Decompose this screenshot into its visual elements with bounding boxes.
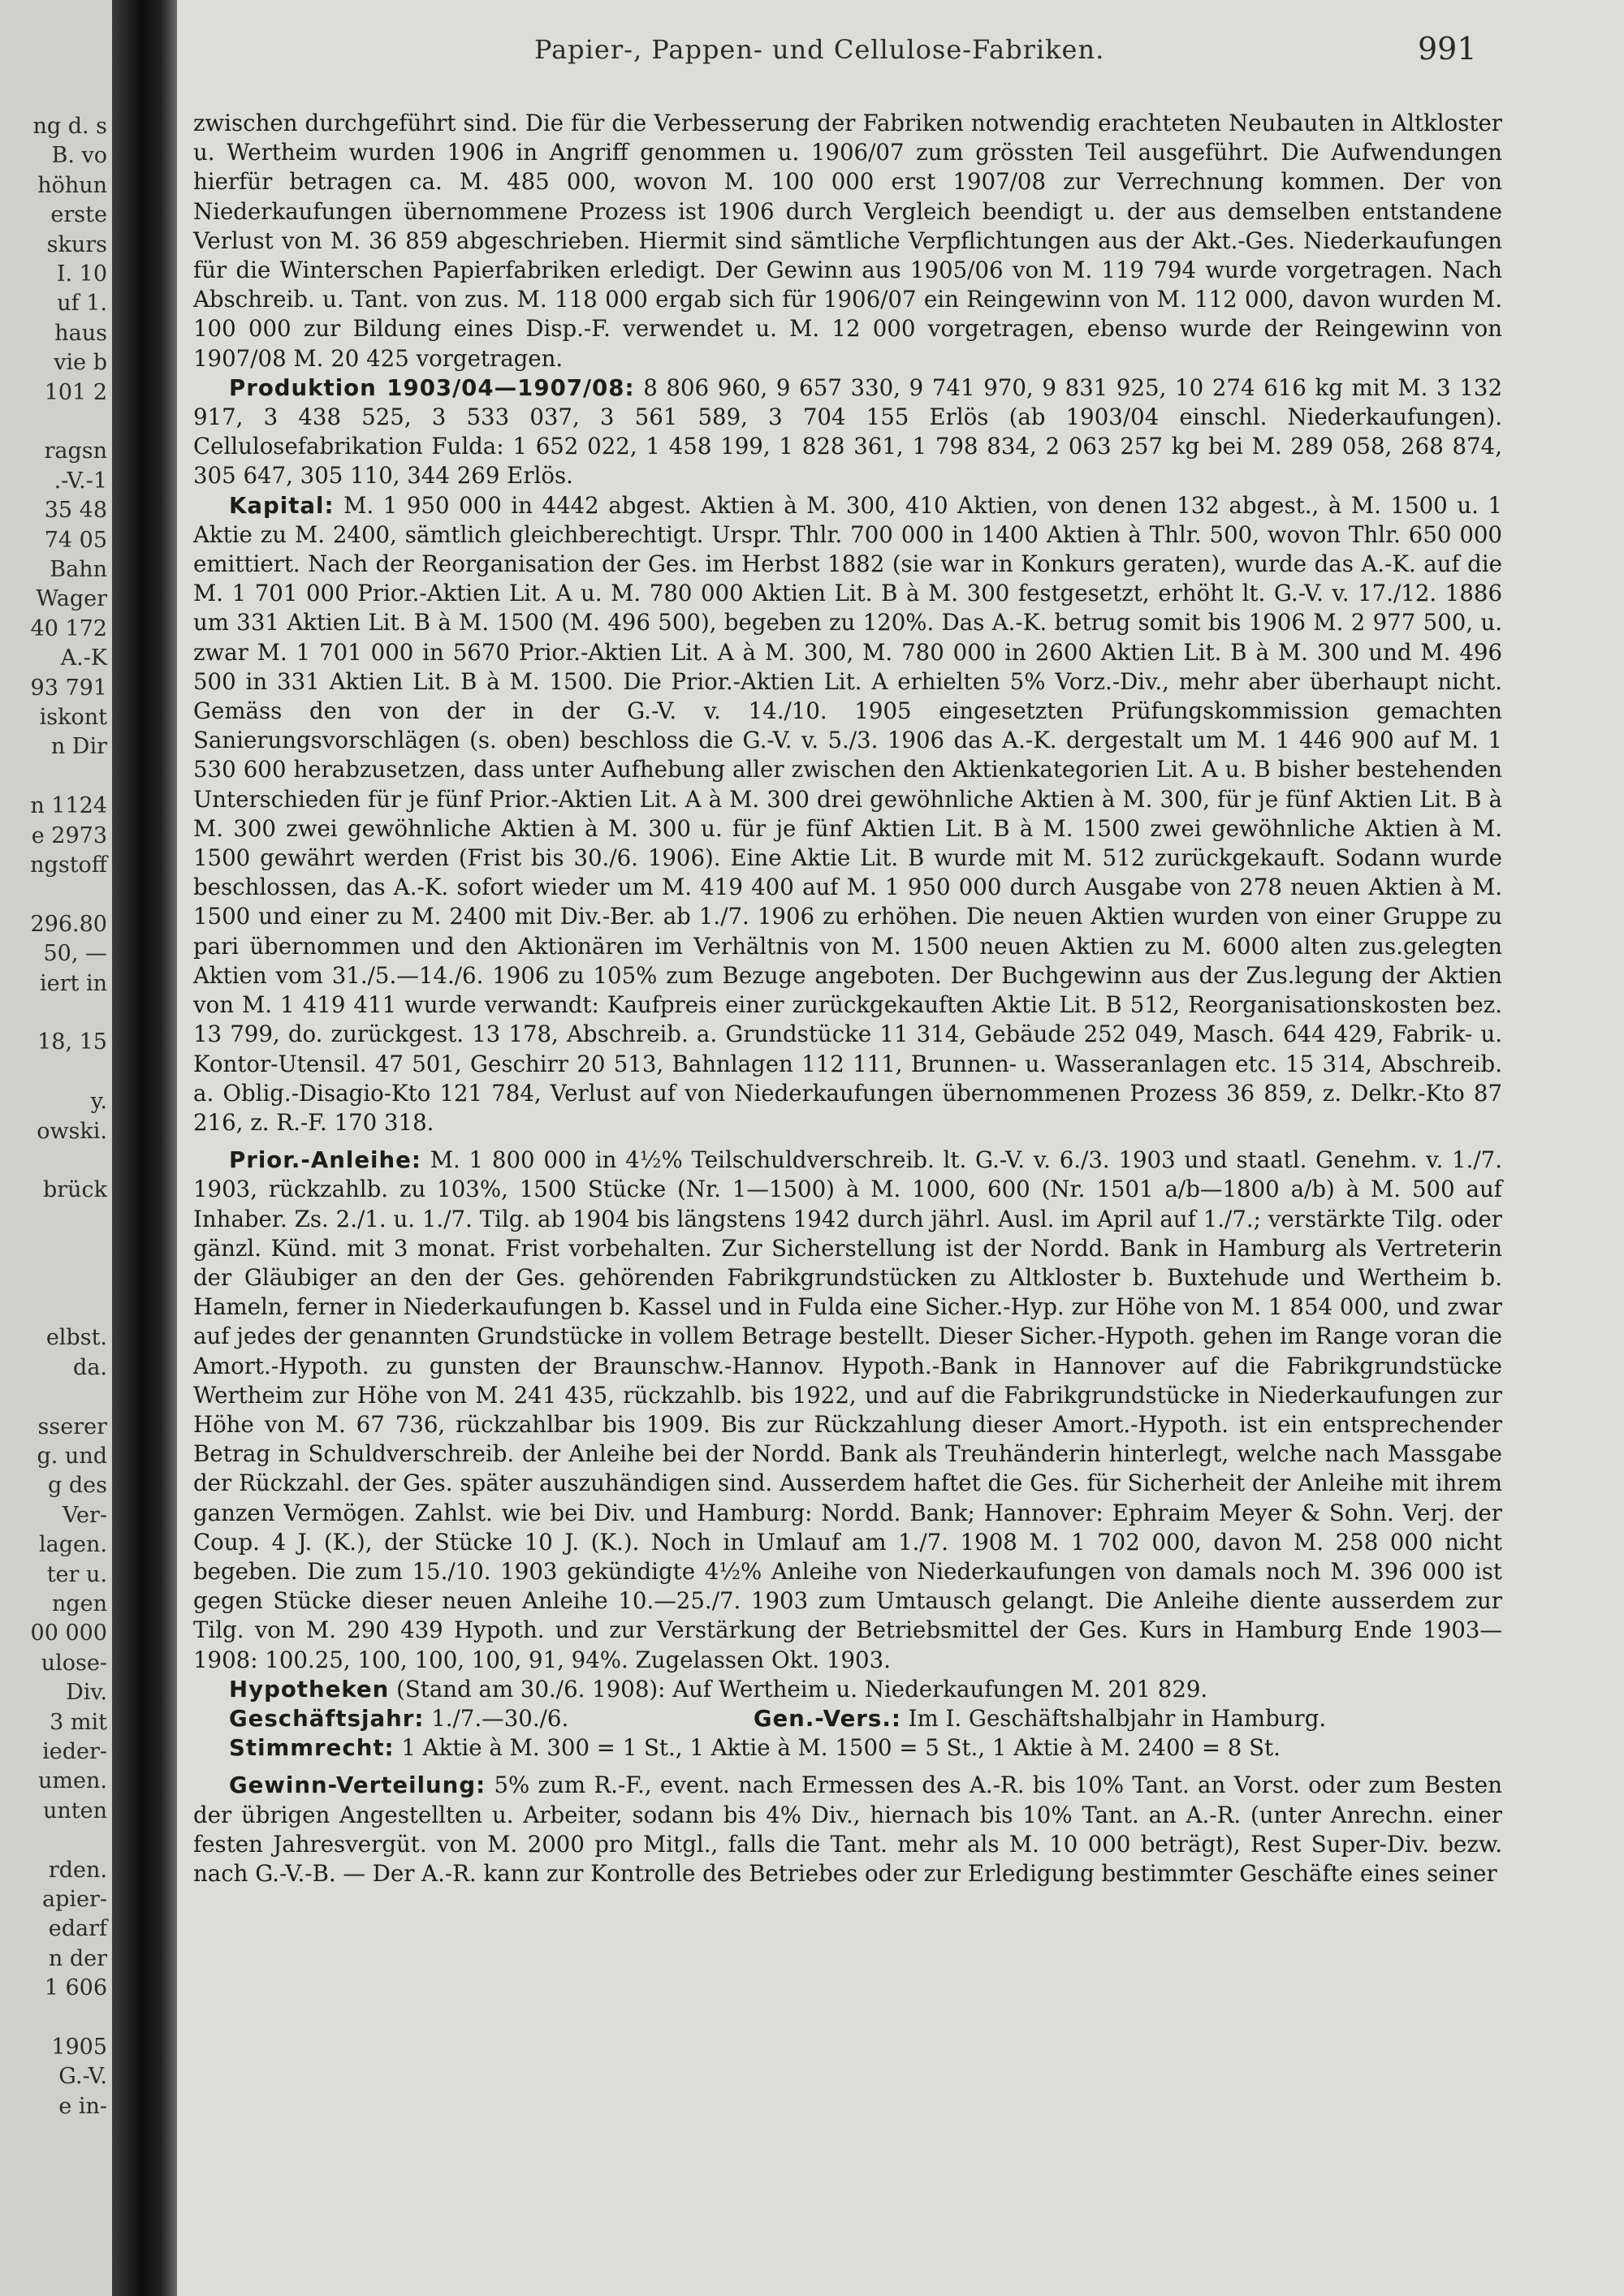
facing-page-text: 93 791 [30, 675, 107, 701]
facing-page-text: e 2973 [31, 822, 107, 848]
gewinn-text: 5% zum R.-F., event. nach Ermessen des A.-R. bis 10% Tant. an Vorst. oder zum Besten der übrigen Angestellten u. Arbeiter, sodann bis 4% Div., hiernach bis 10% Tant. an A.-R. (unter Anrechn. einer festen Jahresvergüt. von M. 2000 pro Mitgl., falls die Tant. mehr als M. 10 000 beträgt), Rest Super-Div. bezw. nach G.-V.-B. — Der A.-R. kann zur Kontrolle des Betriebes oder zur Erledigung bestimmter Geschäfte eines seiner [193, 1772, 1502, 1887]
facing-page-text: haus [54, 320, 107, 346]
anleihe-heading: Prior.-Anleihe: [229, 1146, 421, 1174]
hypotheken-heading: Hypotheken [229, 1675, 390, 1703]
facing-page-text: erste [50, 202, 107, 228]
facing-page-text: 3 mit [50, 1709, 107, 1735]
facing-page-text: ter u. [46, 1561, 107, 1587]
facing-page-text: vie b [54, 350, 107, 376]
facing-page-text: .-V.-1 [54, 468, 107, 494]
page-number: 991 [1418, 31, 1477, 67]
facing-page-text: g. und [37, 1444, 107, 1469]
anleihe-paragraph [193, 1146, 1502, 1675]
book-gutter [112, 0, 177, 2296]
produktion-paragraph [193, 373, 1502, 491]
kapital-paragraph [193, 491, 1502, 1137]
facing-page-text: ulose- [41, 1650, 107, 1676]
facing-page-text: n 1124 [30, 793, 107, 819]
facing-page-text: n Dir [50, 734, 107, 760]
stimmrecht-text: 1 Aktie à M. 300 = 1 St., 1 Aktie à M. 1500 = 5 St., 1 Aktie à M. 2400 = 8 St. [401, 1734, 1281, 1762]
genvers-heading: Gen.-Vers.: [753, 1704, 901, 1732]
facing-page-text: ragsn [44, 438, 107, 464]
facing-page-text: edarf [48, 1916, 107, 1942]
facing-page-text: 1905 [51, 2035, 107, 2060]
anleihe-text: M. 1 800 000 in 4½% Teilschuldverschreib. lt. G.-V. v. 6./3. 1903 und staatl. Genehm. v. 1./7. 1903, rückzahlb. zu 103%, 1500 Stücke (Nr. 1—1500) à M. 1000, 600 (Nr. 1501 a/b—1800 a/b) à M. 500 auf Inhaber. Zs. 2./1. u. 1./7. Tilg. ab 1904 bis längstens 1942 durch jährl. Ausl. im April auf 1./7.; verstärkte Tilg. oder gänzl. Künd. mit 3 monat. Frist vorbehalten. Zur Sicherstellung ist der Nordd. Bank in Hamburg als Vertreterin der Gläubiger an den der Ges. gehörenden Fabrikgrundstücken zu Altkloster b. Buxtehude und Wertheim b. Hameln, ferner in Niederkaufungen b. Kassel und in Fulda eine Sicher.-Hyp. zur Höhe von M. 1 854 000, und zwar auf jedes der genannten Grundstücke in vollem Betrage bestellt. Dieser Sicher.-Hypoth. gehen im Range voran die Amort.-Hypoth. zu gunsten der Braunschw.-Hannov. Hypoth.-Bank in Hannover auf die Fabrikgrundstücke Wertheim zur Höhe von M. 241 435, rückzahlb. bis 1922, und auf die Fabrikgrundstücke in Niederkaufungen zur Höhe von M. 67 736, rückzahlbar bis 1909. Bis zur Rückzahlung dieser Amort.-Hypoth. ist ein entsprechender Betrag in Schuldverschreib. der Anleihe bei der Nordd. Bank als Treuhänderin hinterlegt, welche nach Massgabe der Rückzahl. der Ges. später auszuhändigen sind. Ausserdem haftet die Ges. für Sicherheit der Anleihe mit ihrem ganzen Vermögen. Zahlst. wie bei Div. und Hamburg: Nordd. Bank; Hannover: Ephraim Meyer & Sohn. Verj. der Coup. 4 J. (K.), der Stücke 10 J. (K.). Noch in Umlauf am 1./7. 1908 M. 1 702 000, davon M. 258 000 nicht begeben. Die zum 15./10. 1903 gekündigte 4½% Anleihe von Niederkaufungen von damals noch M. 396 000 ist gegen Stücke dieser neuen Anleihe 10.—25./7. 1903 zum Umtausch gelangt. Die Anleihe diente ausserdem zur Tilg. von M. 290 439 Hypoth. und zur Verstärkung der Betriebsmittel der Ges. Kurs in Hamburg Ende 1903—1908: 100.25, 100, 100, 100, 91, 94%. Zugelassen Okt. 1903. [193, 1146, 1502, 1673]
facing-page-text: lagen. [39, 1532, 107, 1558]
facing-page-text: Wager [36, 586, 107, 612]
facing-page-text: 40 172 [30, 615, 107, 641]
facing-page-text: elbst. [45, 1325, 107, 1351]
facing-page-text: B. vo [51, 143, 107, 169]
facing-page-text: A.-K [60, 645, 107, 671]
facing-page-fragment [0, 0, 112, 2296]
produktion-heading: Produktion 1903/04—1907/08: [229, 373, 635, 401]
running-title: Papier-, Pappen- und Cellulose-Fabriken. [534, 34, 1105, 65]
facing-page-text: uf 1. [57, 291, 107, 317]
kapital-heading: Kapital: [229, 491, 335, 519]
gewinn-paragraph [193, 1771, 1502, 1888]
facing-page-text: da. [73, 1354, 107, 1380]
facing-page-text: rden. [48, 1857, 107, 1883]
facing-page-text: 296.80 [30, 911, 107, 937]
facing-page-text: ngstoff [30, 852, 107, 878]
geschaeftsjahr-line [193, 1704, 1502, 1733]
facing-page-text: 18, 15 [37, 1029, 107, 1055]
facing-page-text: ieder- [42, 1739, 107, 1764]
geschaeftsjahr-text: 1./7.—30./6. [431, 1704, 569, 1732]
facing-page-text: e in- [58, 2093, 107, 2119]
facing-page-text: apier- [41, 1887, 107, 1912]
facing-page-text: Div. [66, 1680, 107, 1706]
hypotheken-text: (Stand am 30./6. 1908): Auf Wertheim u. Niederkaufungen M. 201 829. [396, 1675, 1208, 1703]
facing-page-text: iert in [40, 970, 107, 996]
kapital-text: M. 1 950 000 in 4442 abgest. Aktien à M. 300, 410 Aktien, von denen 132 abgest., à M. 1500 u. 1 Aktie zu M. 2400, sämtlich gleichberechtigt. Urspr. Thlr. 700 000 in 1400 Aktien à Thlr. 500, wovon Thlr. 650 000 emittiert. Nach der Reorganisation der Ges. im Herbst 1882 (sie war in Konkurs geraten), wurde das A.-K. auf die M. 1 701 000 Prior.-Aktien Lit. A u. M. 780 000 Aktien Lit. B à M. 300 festgesetzt, erhöht lt. G.-V. v. 17./12. 1886 um 331 Aktien Lit. B à M. 1500 (M. 496 500), begeben zu 120%. Das A.-K. betrug somit bis 1906 M. 2 977 500, u. zwar M. 1 701 000 in 5670 Prior.-Aktien Lit. A à M. 300, M. 780 000 in 2600 Aktien Lit. B à M. 300 und M. 496 500 in 331 Aktien Lit. B à M. 1500. Die Prior.-Aktien Lit. A erhielten 5% Vorz.-Div., mehr aber überhaupt nicht. Gemäss den von der in der G.-V. v. 14./10. 1905 eingesetzten Prüfungskommission gemachten Sanierungsvorschlägen (s. oben) beschloss die G.-V. v. 5./3. 1906 das A.-K. dergestalt um M. 1 446 900 auf M. 1 530 600 herabzusetzen, dass unter Aufhebung aller zwischen den Aktienkategorien Lit. A u. B bisher bestehenden Unterschieden für je fünf Prior.-Aktien Lit. A à M. 300 drei gewöhnliche Aktien à M. 300, für je fünf Aktien Lit. B à M. 300 zwei gewöhnliche Aktien à M. 300 u. für je fünf Aktien Lit. B à M. 1500 zwei gewöhnliche Aktien à M. 1500 gewährt werden (Frist bis 30./6. 1906). Eine Aktie Lit. B wurde mit M. 512 zurückgekauft. Sodann wurde beschlossen, das A.-K. sofort wieder um M. 419 400 auf M. 1 950 000 durch Ausgabe von 278 neuen Aktien à M. 1500 und einer zu M. 2400 mit Div.-Ber. ab 1./7. 1906 zu erhöhen. Die neuen Aktien wurden von einer Gruppe zu pari übernommen und den Aktionären im Verhältnis von M. 1500 neuen Aktien zu M. 6000 alten zus.gelegten Aktien vom 31./5.—14./6. 1906 zu 105% zum Bezuge angeboten. Der Buchgewinn aus der Zus.legung der Aktien von M. 1 419 411 wurde verwandt: Kaufpreis einer zurückgekauften Aktie Lit. B 512, Reorganisationskosten bez. 13 799, do. zurückgest. 13 178, Abschreib. a. Grundstücke 11 314, Gebäude 252 049, Masch. 644 429, Fabrik- u. Kontor-Utensil. 47 501, Geschirr 20 513, Bahnlagen 112 111, Brunnen- u. Wasseranlagen etc. 15 314, Abschreib. a. Oblig.-Disagio-Kto 121 784, Verlust auf von Niederkaufungen übernommenen Prozess 36 859, z. Delkr.-Kto 87 216, z. R.-F. 170 318. [193, 491, 1502, 1136]
facing-page-text: 00 000 [30, 1621, 107, 1646]
hypotheken-paragraph [193, 1675, 1502, 1704]
facing-page-text: ngen [51, 1591, 107, 1616]
facing-page-text: Ver- [62, 1502, 107, 1528]
facing-page-text: y. [90, 1089, 107, 1115]
facing-page-text: skurs [46, 231, 107, 257]
facing-page-text: sserer [37, 1413, 107, 1439]
main-page [177, 0, 1624, 2296]
facing-page-text: ng d. s [32, 114, 107, 139]
facing-page-text: 101 2 [44, 379, 107, 405]
genvers-text: Im I. Geschäftshalbjahr in Hamburg. [908, 1704, 1327, 1732]
stimmrecht-heading: Stimmrecht: [229, 1734, 395, 1762]
gewinn-heading: Gewinn-Verteilung: [229, 1772, 486, 1799]
facing-page-text: Bahn [50, 557, 107, 582]
facing-page-text: iskont [39, 705, 107, 730]
facing-page-text: n der [48, 1945, 107, 1971]
stimmrecht-paragraph [193, 1733, 1502, 1763]
produktion-text: 8 806 960, 9 657 330, 9 741 970, 9 831 925, 10 274 616 kg mit M. 3 132 917, 3 438 525, 3 533 037, 3 561 589, 3 704 155 Erlös (ab 1903/04 einschl. Niederkaufungen). Cellulosefabrikation Fulda: 1 652 022, 1 458 199, 1 828 361, 1 798 834, 2 063 257 kg bei M. 289 058, 268 874, 305 647, 305 110, 344 269 Erlös. [193, 373, 1503, 490]
body-text [193, 109, 1502, 1888]
facing-page-text: 50, — [43, 941, 107, 967]
facing-page-text: höhun [37, 172, 107, 198]
facing-page-text: brück [42, 1177, 107, 1203]
facing-page-text: G.-V. [58, 2064, 107, 2090]
facing-page-text: unten [43, 1798, 107, 1823]
intro-paragraph: zwischen durchgeführt sind. Die für die Verbesserung der Fabriken notwendig erachteten Neubauten in Altkloster u. Wertheim wurden 1906 in Angriff genommen u. 1906/07 zum grössten Teil ausgeführt. Die Aufwendungen hierfür betragen ca. M. 485 000, wovon M. 100 000 erst 1907/08 zur Verrechnung kommen. Der von Niederkaufungen übernommene Prozess ist 1906 durch Vergleich beendigt u. der aus demselben entstandene Verlust von M. 36 859 abgeschrieben. Hiermit sind sämtliche Verpflichtungen aus der Akt.-Ges. Niederkaufungen für die Winterschen Papierfabriken erledigt. Der Gewinn aus 1905/06 von M. 119 794 wurde vorgetragen. Nach Abschreib. u. Tant. von zus. M. 118 000 ergab sich für 1906/07 ein Reingewinn von M. 112 000, davon wurden M. 100 000 zur Bildung eines Disp.-F. verwendet u. M. 12 000 vorgetragen, ebenso wurde der Reingewinn von 1907/08 M. 20 425 vorgetragen. [193, 110, 1502, 372]
facing-page-text: I. 10 [56, 261, 107, 287]
facing-page-text: umen. [38, 1768, 107, 1794]
facing-page-text: 35 48 [44, 498, 107, 524]
facing-page-text: 74 05 [44, 527, 107, 553]
facing-page-text: g des [48, 1473, 107, 1499]
facing-page-text: 1 606 [44, 1975, 107, 2001]
geschaeftsjahr-heading: Geschäftsjahr: [229, 1704, 425, 1732]
facing-page-text: owski. [37, 1118, 107, 1144]
